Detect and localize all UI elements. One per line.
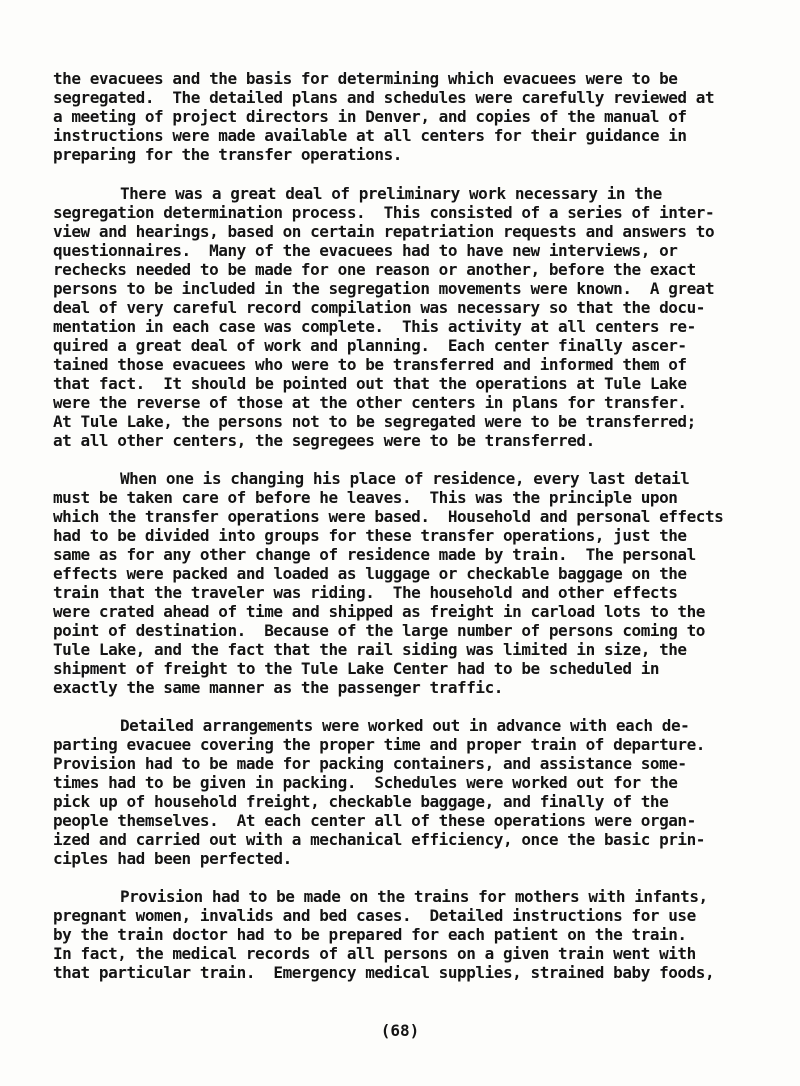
text-line: at all other centers, the segregees were to be transferred. [53, 431, 595, 450]
text-line: ized and carried out with a mechanical efficiency, once the basic prin- [53, 830, 705, 849]
text-line: point of destination. Because of the large number of persons coming to [53, 621, 705, 640]
text-line: mentation in each case was complete. This activity at all centers re- [53, 317, 696, 336]
text-line: parting evacuee covering the proper time and proper train of departure. [53, 735, 705, 754]
text-line: people themselves. At each center all of these operations were organ- [53, 811, 696, 830]
text-line: shipment of freight to the Tule Lake Center had to be scheduled in [53, 659, 660, 678]
text-line: Provision had to be made for packing containers, and assistance some- [53, 754, 687, 773]
text-line: pregnant women, invalids and bed cases. Detailed instructions for use [53, 906, 696, 925]
text-line: times had to be given in packing. Schedules were worked out for the [53, 773, 678, 792]
text-line: that particular train. Emergency medical supplies, strained baby foods, [53, 963, 715, 982]
text-line: were the reverse of those at the other centers in plans for transfer. [53, 393, 687, 412]
text-line: Tule Lake, and the fact that the rail siding was limited in size, the [53, 640, 687, 659]
text-line: exactly the same manner as the passenger traffic. [53, 678, 503, 697]
text-line: tained those evacuees who were to be transferred and informed them of [53, 355, 687, 374]
text-line: When one is changing his place of residence, every last detail [120, 469, 690, 488]
text-line: same as for any other change of residence made by train. The personal [53, 545, 696, 564]
text-line: effects were packed and loaded as luggage or checkable baggage on the [53, 564, 687, 583]
text-line: a meeting of project directors in Denver, and copies of the manual of [53, 107, 687, 126]
text-line: At Tule Lake, the persons not to be segregated were to be transferred; [53, 412, 696, 431]
text-line: the evacuees and the basis for determining which evacuees were to be [53, 69, 678, 88]
text-line: were crated ahead of time and shipped as freight in carload lots to the [53, 602, 705, 621]
page-number: (68) [380, 1021, 420, 1040]
text-line: pick up of household freight, checkable baggage, and finally of the [53, 792, 669, 811]
text-line: view and hearings, based on certain repatriation requests and answers to [53, 222, 715, 241]
text-line: questionnaires. Many of the evacuees had to have new interviews, or [53, 241, 678, 260]
text-line: had to be divided into groups for these transfer operations, just the [53, 526, 687, 545]
text-line: persons to be included in the segregation movements were known. A great [53, 279, 715, 298]
text-line: quired a great deal of work and planning. Each center finally ascer- [53, 336, 687, 355]
text-line: train that the traveler was riding. The household and other effects [53, 583, 678, 602]
text-line: which the transfer operations were based. Household and personal effects [53, 507, 724, 526]
text-line: that fact. It should be pointed out that the operations at Tule Lake [53, 374, 687, 393]
text-line: instructions were made available at all centers for their guidance in [53, 126, 687, 145]
text-line: In fact, the medical records of all persons on a given train went with [53, 944, 696, 963]
text-line: deal of very careful record compilation was necessary so that the docu- [53, 298, 705, 317]
text-line: There was a great deal of preliminary work necessary in the [120, 184, 662, 203]
text-line: segregation determination process. This consisted of a series of inter- [53, 203, 715, 222]
text-line: preparing for the transfer operations. [53, 145, 402, 164]
text-line: ciples had been perfected. [53, 849, 292, 868]
text-line: by the train doctor had to be prepared for each patient on the train. [53, 925, 687, 944]
text-line: must be taken care of before he leaves. This was the principle upon [53, 488, 678, 507]
text-line: Provision had to be made on the trains for mothers with infants, [120, 887, 708, 906]
text-line: Detailed arrangements were worked out in advance with each de- [120, 716, 690, 735]
text-line: segregated. The detailed plans and schedules were carefully reviewed at [53, 88, 715, 107]
text-line: rechecks needed to be made for one reason or another, before the exact [53, 260, 696, 279]
